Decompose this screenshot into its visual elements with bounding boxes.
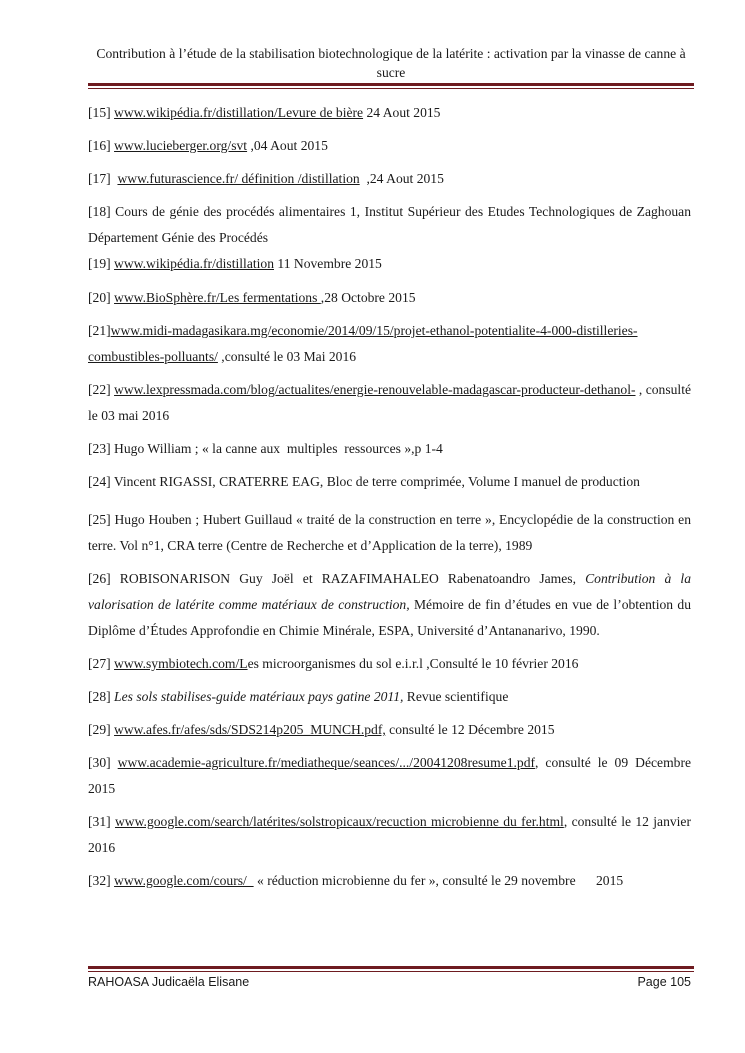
reference-item: [18] Cours de génie des procédés alimentaires 1, Institut Supérieur des Etudes Technologiques de Zaghouan Département Génie des Procédés xyxy=(88,204,692,245)
reference-item: [15] www.wikipédia.fr/distillation/Levure de bière 24 Aout 2015 xyxy=(88,105,441,120)
header-rule-thin xyxy=(88,88,694,89)
reference-list xyxy=(88,100,691,894)
reference-link[interactable]: www.BioSphère.fr/Les fermentations xyxy=(114,290,321,305)
reference-link[interactable]: www.wikipédia.fr/distillation/Levure de bière xyxy=(114,105,364,120)
page-number: Page 105 xyxy=(637,975,691,989)
reference-link[interactable]: www.futurascience.fr/ définition /distillation xyxy=(117,171,360,186)
reference-item: [20] www.BioSphère.fr/Les fermentations ,28 Octobre 2015 xyxy=(88,290,416,305)
reference-item: [21]www.midi-madagasikara.mg/economie/2014/09/15/projet-ethanol-potentialite-4-000-distilleries-combustibles-polluants/ ,consulté le 03 Mai 2016 xyxy=(88,323,638,364)
reference-item: [17] www.futurascience.fr/ définition /distillation ,24 Aout 2015 xyxy=(88,171,444,186)
reference-link[interactable]: www.lucieberger.org/svt xyxy=(114,138,248,153)
reference-item: [24] Vincent RIGASSI, CRATERRE EAG, Bloc de terre comprimée, Volume I manuel de production xyxy=(88,474,640,489)
reference-link[interactable]: www.symbiotech.com/L xyxy=(114,656,248,671)
reference-link[interactable]: www.wikipédia.fr/distillation xyxy=(114,256,274,271)
reference-link[interactable]: www.google.com/search/latérites/solstropicaux/recuction microbienne du fer.html xyxy=(114,814,564,829)
reference-link[interactable]: www.midi-madagasikara.mg/economie/2014/09/15/projet-ethanol-potentialite-4-000-distilleries-combustibles-polluants/ xyxy=(88,323,638,364)
reference-item: [30] www.academie-agriculture.fr/mediatheque/seances/.../20041208resume1.pdf, consulté le 09 Décembre 2015 xyxy=(88,755,692,796)
reference-item: [29] www.afes.fr/afes/sds/SDS214p205_MUNCH.pdf, consulté le 12 Décembre 2015 xyxy=(88,722,555,737)
reference-item: [23] Hugo William ; « la canne aux multiples ressources »,p 1-4 xyxy=(88,441,443,456)
reference-item: [32] www.google.com/cours/ « réduction microbienne du fer », consulté le 29 novembre 2015 xyxy=(88,873,624,888)
reference-item: [31] www.google.com/search/latérites/solstropicaux/recuction microbienne du fer.html, consulté le 12 janvier 2016 xyxy=(88,814,691,855)
footer-rule-thick xyxy=(88,966,694,969)
reference-item: [22] www.lexpressmada.com/blog/actualites/energie-renouvelable-madagascar-producteur-dethanol- , consulté le 03 mai 2016 xyxy=(88,382,692,423)
reference-item: [26] ROBISONARISON Guy Joël et RAZAFIMAHALEO Rabenatoandro James, Contribution à la valorisation de latérite comme matériaux de construction, Mémoire de fin d’études en vue de l’obtention du Diplôme d’Études Approfondie en Chimie Minérale, ESPA, Université d’Antananarivo, 1990. xyxy=(88,571,691,638)
footer-rule-thin xyxy=(88,971,694,972)
footer-author: RAHOASA Judicaëla Elisane xyxy=(88,975,250,989)
running-header: Contribution à l’étude de la stabilisation biotechnologique de la latérite : activation par la vinasse de canne à sucre xyxy=(96,46,686,80)
reference-link[interactable]: www.lexpressmada.com/blog/actualites/energie-renouvelable-madagascar-producteur-dethanol- xyxy=(114,382,636,397)
reference-item: [25] Hugo Houben ; Hubert Guillaud « traité de la construction en terre », Encyclopédie de la construction en terre. Vol n°1, CRA terre (Centre de Recherche et d’Application de la terre), 1989 xyxy=(88,512,692,553)
reference-link[interactable]: www.google.com/cours/ xyxy=(114,873,254,888)
reference-link[interactable]: www.academie-agriculture.fr/mediatheque/seances/.../20041208resume1.pdf xyxy=(117,755,536,770)
reference-link[interactable]: www.afes.fr/afes/sds/SDS214p205_MUNCH.pdf, xyxy=(114,722,386,737)
reference-item: [19] www.wikipédia.fr/distillation 11 Novembre 2015 xyxy=(88,256,382,271)
reference-item: [27] www.symbiotech.com/Les microorganismes du sol e.i.r.l ,Consulté le 10 février 2016 xyxy=(88,656,579,671)
reference-item: [16] www.lucieberger.org/svt ,04 Aout 2015 xyxy=(88,138,328,153)
reference-item: [28] Les sols stabilises-guide matériaux pays gatine 2011, Revue scientifique xyxy=(88,689,509,704)
header-rule-thick xyxy=(88,83,694,86)
